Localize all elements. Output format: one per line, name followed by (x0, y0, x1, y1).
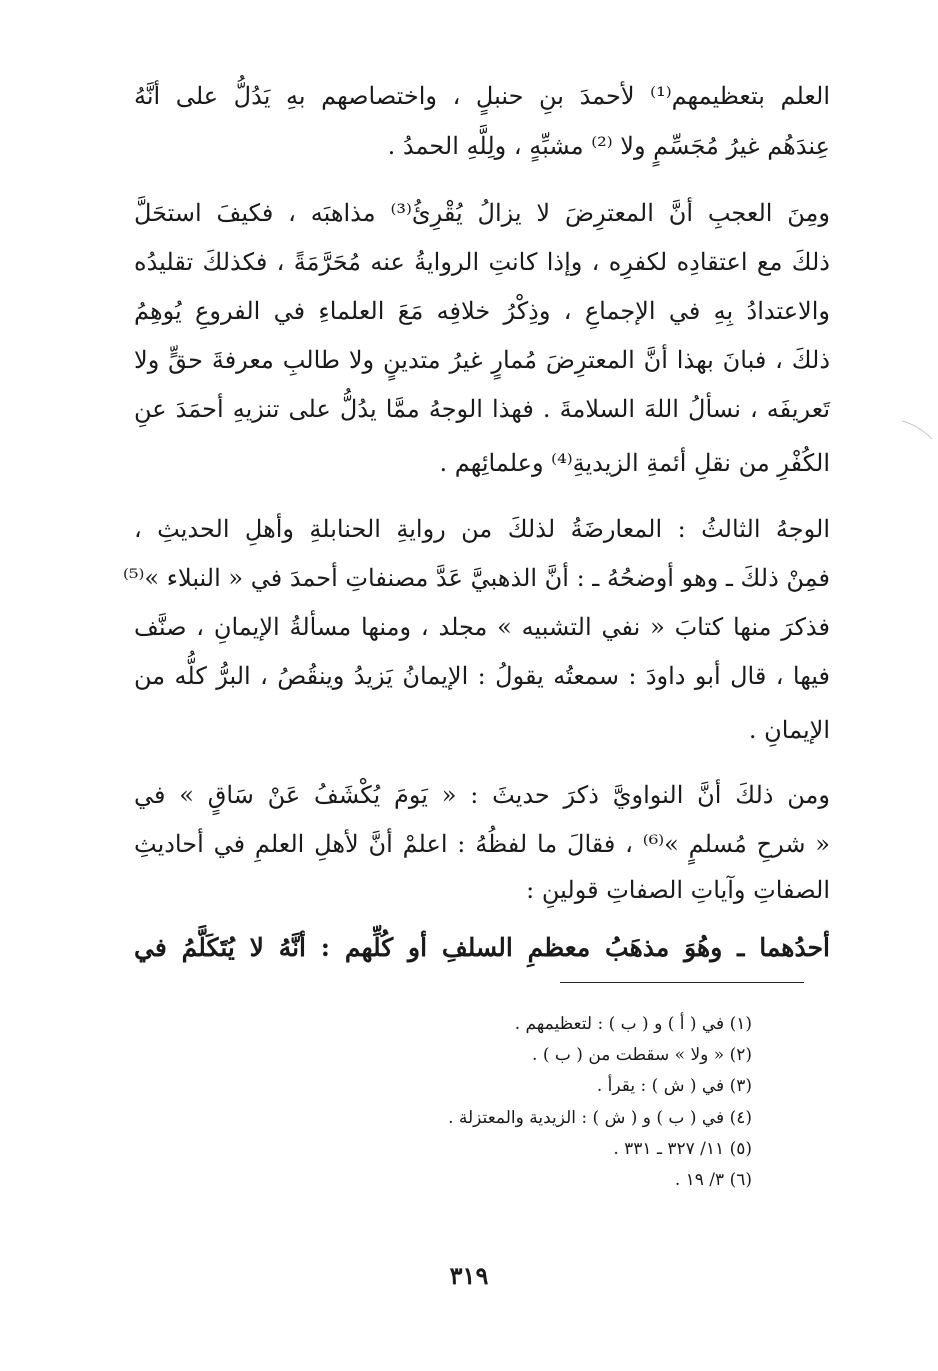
body-line-8: الكُفْرِ من نقلِ أئمةِ الزيديةِ⁽⁴⁾ وعلمائِهم . (439, 449, 830, 477)
footnote-2: (٢) « ولا » سقطت من ( ب ) . (532, 1045, 752, 1065)
footnote-4: (٤) في ( ب ) و ( ش ) : الزيدية والمعتزلة . (448, 1108, 752, 1128)
body-line-3: ومِنَ العجبِ أنَّ المعترِضَ لا يزالُ يُقْرِئُ⁽³⁾ مذاهبَه ، فكيفَ استحَلَّ (134, 199, 830, 227)
section-heading-third-aspect: الوجهُ الثالثُ : المعارضَةُ لذلكَ من روايةِ الحنابلةِ وأهلِ الحديثِ ، (134, 515, 830, 543)
body-line-16: الصفاتِ وآياتِ الصفاتِ قولينِ : (526, 876, 830, 904)
footnote-separator (560, 982, 804, 983)
margin-scan-mark (900, 415, 934, 443)
footnote-6: (٦) ٣/ ١٩ . (674, 1170, 752, 1190)
footnote-1: (١) في ( أ ) و ( ب ) : لتعظيمهم . (514, 1014, 752, 1034)
body-line-7: تَعريفَه ، نسألُ اللهَ السلامةَ . فهذا الوجهُ ممَّا يدُلُّ على تنزيهِ أحمَدَ عنِ (134, 395, 830, 423)
body-line-2: عِندَهُم غيرُ مُجَسِّمٍ ولا ⁽²⁾ مشبِّهٍ ، ولِلَّهِ الحمدُ . (387, 132, 830, 160)
footnote-3: (٣) في ( ش ) : يقرأ . (596, 1076, 752, 1096)
footnote-5: (٥) ١١/ ٣٢٧ ـ ٣٣١ . (613, 1139, 752, 1159)
body-line-14: ومن ذلكَ أنَّ النواويَّ ذكرَ حديثَ : « يَومَ يُكْشَفُ عَنْ سَاقٍ » في (134, 781, 830, 809)
body-line-12: فيها ، قال أبو داودَ : سمعتُه يقولُ : الإيمانُ يَزيدُ وينقُصُ ، البرُّ كلُّه من (134, 662, 830, 690)
body-line-6: ذلكَ ، فبانَ بهذا أنَّ المعترِضَ مُمارٍ غيرُ متدينٍ ولا طالبِ معرفةَ حقٍّ ولا (134, 346, 830, 374)
body-line-15: « شرحِ مُسلمٍ »⁽⁶⁾ ، فقالَ ما لفظُهُ : اعلمْ أنَّ لأهلِ العلمِ في أحاديثِ (134, 830, 830, 858)
body-line-13: الإيمانِ . (748, 716, 830, 744)
body-line-5: والاعتدادُ بِهِ في الإجماعِ ، وذِكْرُ خلافِه مَعَ العلماءِ في الفروعِ يُوهِمُ (134, 297, 830, 325)
body-line-4: ذلكَ مع اعتقادِه لكفرِه ، وإذا كانتِ الروايةُ عنه مُحَرَّمَةً ، فكذلكَ تقليدُه (134, 248, 830, 276)
body-line-10: فمِنْ ذلكَ ـ وهو أوضحُهُ ـ : أنَّ الذهبيَّ عَدَّ مصنفاتِ أحمدَ في « النبلاء »⁽⁵⁾ (122, 564, 830, 592)
body-line-17: أحدُهما ـ وهُوَ مذهَبُ معظمِ السلفِ أو كُلِّهم : أنَّهُ لا يُتَكَلَّمُ في (134, 933, 830, 962)
page-number: ٣١٩ (449, 1261, 489, 1290)
body-line-11: فذكرَ منها كتابَ « نفي التشبيه » مجلد ، ومنها مسألةُ الإيمانِ ، صنَّف (134, 613, 830, 641)
body-line-1: العلم بتعظيمهم⁽¹⁾ لأحمدَ بنِ حنبلٍ ، واختصاصهم بهِ يَدُلُّ على أنَّهُ (134, 82, 830, 110)
